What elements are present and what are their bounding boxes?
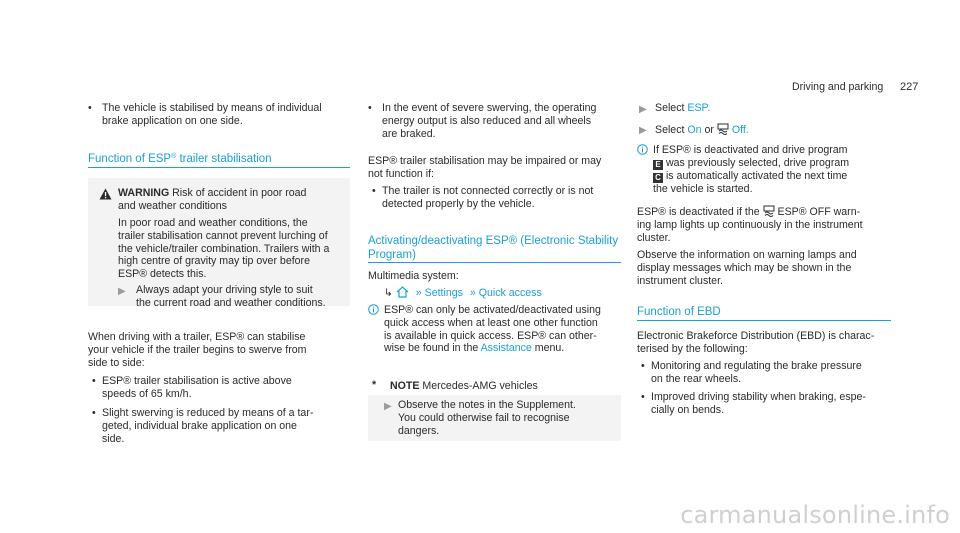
- bullet-text: The vehicle is stabilised by means of individual brake application on one side.: [102, 102, 322, 127]
- bullet-dot: •: [641, 360, 645, 372]
- note-action: Observe the notes in the Supplement. You could otherwise fail to recognise dangers.: [398, 399, 576, 437]
- action-arrow-icon: ▶: [384, 401, 392, 412]
- select-esp-step: Select ESP.: [655, 102, 711, 114]
- watermark: carmanualsonline.info: [680, 501, 950, 529]
- esp-deactivated-paragraph: ESP® is deactivated if the ESP® OFF warn- ing lamp lights up continuously in the instrument cluster.: [637, 206, 863, 244]
- select-on-off-step: Select On or Off.: [655, 124, 749, 136]
- bullet-text: Monitoring and regulating the brake pressure on the rear wheels.: [651, 360, 862, 385]
- info-text: If ESP® is deactivated and drive program E was previously selected, drive program C is automatically activated the next time the vehicle is started.: [653, 144, 850, 195]
- drive-program-c-icon: C: [653, 173, 663, 183]
- esp-off-icon: [763, 205, 775, 217]
- bullet-dot: •: [88, 102, 92, 114]
- heading-rule: [637, 320, 891, 321]
- note-icon: *: [372, 379, 377, 391]
- nav-quick-access: Quick access: [478, 287, 542, 299]
- heading-rule: [88, 167, 350, 168]
- bullet-dot: •: [368, 102, 372, 114]
- home-icon: [396, 286, 409, 298]
- note-box: [368, 395, 621, 441]
- bullet-text: The trailer is not connected correctly or is not detected properly by the vehicle.: [382, 185, 594, 210]
- note-heading: NOTE Mercedes-AMG vehicles: [390, 380, 538, 392]
- nav-path: [384, 286, 542, 300]
- bullet-text: Slight swerving is reduced by means of a tar- geted, individual brake application on one side.: [102, 407, 314, 445]
- bullet-text: Improved driving stability when braking, espe- cially on bends.: [651, 391, 866, 416]
- drive-program-el-icon: E: [653, 160, 663, 170]
- nav-settings: Settings: [424, 287, 463, 299]
- action-arrow-icon: ▶: [118, 286, 126, 297]
- page-number: 227: [900, 81, 919, 93]
- warning-box: [88, 178, 350, 309]
- info-icon: [368, 304, 379, 315]
- bullet-dot: •: [92, 375, 96, 387]
- info-icon: [637, 144, 648, 155]
- section-title: Driving and parking: [792, 81, 884, 93]
- heading-esp-trailer: Function of ESP® trailer stabilisation: [88, 153, 272, 165]
- heading-activate-esp: Activating/deactivating ESP® (Electronic Stability Program): [368, 235, 619, 261]
- multimedia-label: Multimedia system:: [368, 270, 459, 282]
- action-arrow-icon: ▶: [639, 125, 647, 136]
- heading-rule: [368, 262, 621, 263]
- heading-ebd: Function of EBD: [637, 306, 721, 318]
- nav-double-arrow-icon: »: [415, 287, 422, 299]
- nav-return-arrow-icon: ↳: [384, 287, 393, 299]
- warning-body: In poor road and weather conditions, the trailer stabilisation cannot prevent lurching of the vehicle/trailer combination. Trailers with a high centre of gravity may tip over before ESP® detects this.: [118, 217, 330, 281]
- warning-heading-cont: and weather conditions: [118, 200, 227, 212]
- action-arrow-icon: ▶: [639, 104, 647, 115]
- bullet-dot: •: [372, 185, 376, 197]
- esp-off-icon: [717, 123, 729, 135]
- bullet-dot: •: [641, 391, 645, 403]
- observe-paragraph: Observe the information on warning lamps and display messages which may be shown in the instrument cluster.: [637, 249, 857, 287]
- warning-action: Always adapt your driving style to suit the current road and weather conditions.: [136, 284, 326, 309]
- bullet-text: ESP® trailer stabilisation is active above speeds of 65 km/h.: [102, 375, 292, 400]
- ebd-paragraph: Electronic Brakeforce Distribution (EBD) is charac- terised by the following:: [637, 330, 875, 355]
- nav-double-arrow-icon: »: [469, 287, 476, 299]
- bullet-dot: •: [92, 407, 96, 419]
- warning-heading: WARNING Risk of accident in poor road: [118, 187, 307, 199]
- bullet-text: In the event of severe swerving, the operating energy output is also reduced and all wheels are braked.: [382, 102, 597, 140]
- warning-triangle-icon: [99, 188, 112, 200]
- info-text: ESP® can only be activated/deactivated using quick access when at least one other function is available in quick access. ESP® can other- wise be found in the Assistance menu.: [384, 304, 601, 355]
- trailer-paragraph: When driving with a trailer, ESP® can stabilise your vehicle if the trailer begins to swerve from side to side:: [88, 331, 307, 369]
- impaired-paragraph: ESP® trailer stabilisation may be impaired or may not function if:: [368, 155, 602, 180]
